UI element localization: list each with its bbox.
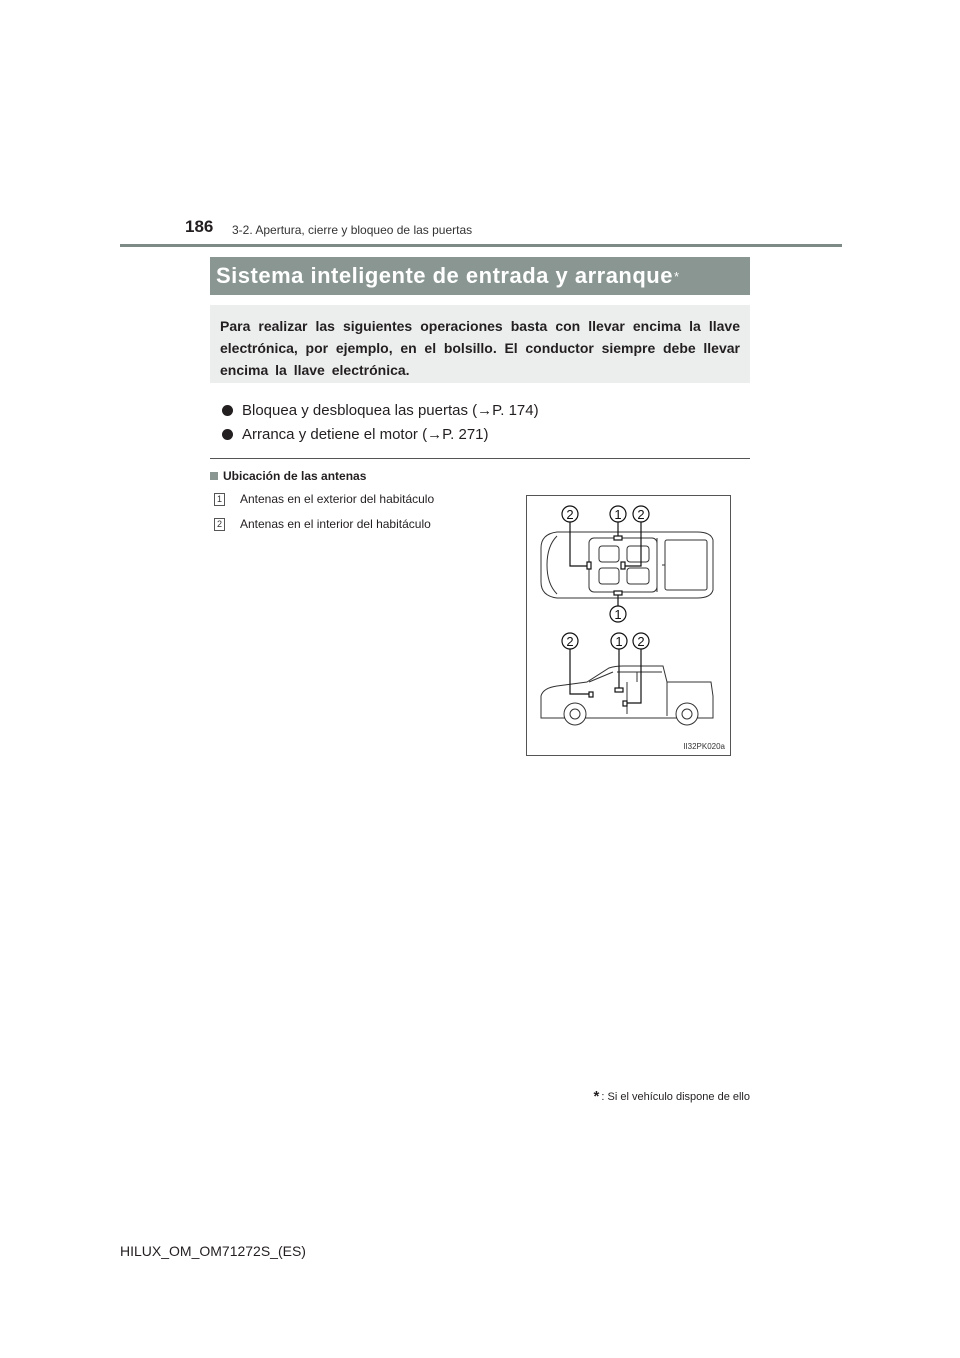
- antenna-location-figure: [526, 495, 731, 756]
- legend-number: 1: [214, 493, 225, 506]
- legend-item-exterior: [214, 492, 434, 506]
- intro-box: [210, 305, 750, 383]
- footnote-asterisk: *: [593, 1088, 600, 1105]
- legend-number: 2: [214, 518, 225, 531]
- bullet-text: Arranca y detiene el motor (→P. 271): [242, 426, 489, 443]
- callouts-side: [562, 633, 649, 649]
- header-rule: [120, 244, 842, 247]
- bullet-item-lock: [222, 402, 539, 419]
- callout-number: 1: [614, 507, 622, 522]
- leader-lines-top: [570, 521, 641, 606]
- page-title: Sistema inteligente de entrada y arranque: [216, 263, 673, 288]
- section-heading-text: Ubicación de las antenas: [223, 469, 367, 483]
- title-bar: [210, 257, 750, 295]
- vehicle-diagram: [527, 496, 730, 755]
- title-asterisk: *: [673, 268, 680, 284]
- page-number: 186: [185, 217, 214, 236]
- figure-code: II32PK020a: [683, 742, 725, 751]
- callout-number: 2: [566, 507, 574, 522]
- intro-text: Para realizar las siguientes operaciones basta con llevar encima la llave electrónica, por ejemplo, en el bolsillo. El conductor siempre debe llevar encima la llave electrónica.: [220, 318, 740, 378]
- document-code: HILUX_OM_OM71272S_(ES): [120, 1243, 306, 1259]
- bullet-dot-icon: [222, 405, 233, 416]
- truck-side-view: [541, 666, 713, 725]
- truck-top-view: [541, 532, 713, 598]
- bullet-text: Bloquea y desbloquea las puertas (→P. 174): [242, 402, 539, 419]
- legend-text: Antenas en el interior del habitáculo: [240, 517, 431, 531]
- footnote: [594, 1088, 750, 1105]
- footnote-text: : Si el vehículo dispone de ello: [601, 1090, 750, 1103]
- section-rule: [210, 458, 750, 459]
- legend-text: Antenas en el exterior del habitáculo: [240, 492, 435, 506]
- section-path: 3-2. Apertura, cierre y bloqueo de las puertas: [232, 223, 473, 237]
- callout-number: 1: [615, 634, 623, 649]
- callout-number: 2: [566, 634, 574, 649]
- callouts-top: [562, 506, 649, 622]
- callout-number: 2: [637, 634, 645, 649]
- bullet-dot-icon: [222, 429, 233, 440]
- callout-number: 1: [614, 607, 622, 622]
- antenna-markers-top: [587, 536, 625, 595]
- square-bullet-icon: [210, 472, 218, 480]
- legend-item-interior: [214, 517, 431, 531]
- section-heading: [210, 469, 366, 483]
- bullet-item-engine: [222, 426, 489, 443]
- antenna-markers-side: [589, 688, 627, 706]
- callout-number: 2: [637, 507, 645, 522]
